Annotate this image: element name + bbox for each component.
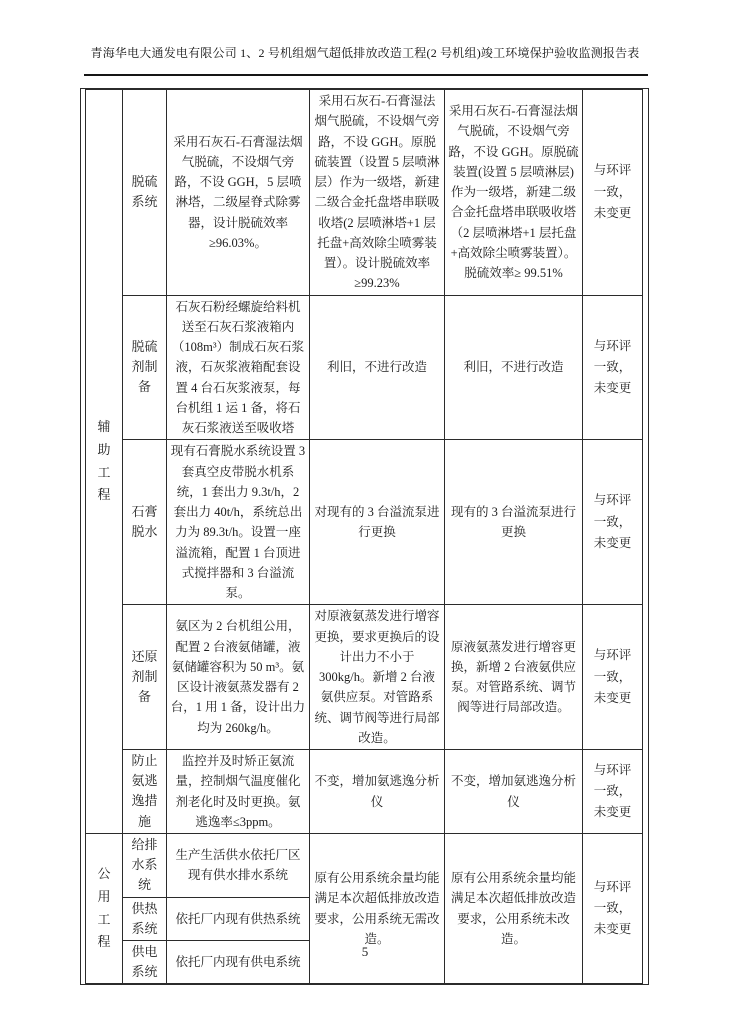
conclusion-label: 与环评一致，未变更 <box>593 648 632 705</box>
category-label: 辅助工程 <box>97 419 111 503</box>
design-content-cell: 依托厂内现有供电系统 <box>167 940 310 983</box>
conclusion-label: 与环评一致，未变更 <box>593 493 632 550</box>
header-rule <box>84 74 648 76</box>
eia-change-cell: 对现有的 3 台溢流泵进行更换 <box>310 440 445 605</box>
conclusion-label: 与环评一致，未变更 <box>593 163 632 220</box>
item-label: 脱硫剂制备 <box>131 339 158 395</box>
item-cell <box>123 750 167 834</box>
design-content-cell: 现有石膏脱水系统设置 3 套真空皮带脱水机系统，1 套出力 9.3t/h，2 套出力 40t/h，系统总出力为 89.3t/h。设置一座溢流箱，配置 1 台顶进式搅拌器和 3 台溢流泵。 <box>167 440 310 605</box>
design-content-cell: 采用石灰石-石膏湿法烟气脱硫，不设烟气旁路，不设 GGH，5 层喷淋塔，二级屋脊式除雾器，设计脱硫效率≥96.03%。 <box>167 90 310 296</box>
actual-change-cell: 原有公用系统余量均能满足本次超低排放改造要求，公用系统未改造。 <box>445 834 583 984</box>
table-row <box>86 295 643 440</box>
item-cell <box>123 897 167 940</box>
table-row <box>86 440 643 605</box>
conclusion-cell <box>583 90 643 296</box>
conclusion-cell <box>583 750 643 834</box>
item-cell <box>123 605 167 750</box>
item-label: 给排水系统 <box>131 837 158 893</box>
table-row <box>86 605 643 750</box>
conclusion-label: 与环评一致，未变更 <box>593 762 632 820</box>
report-table-wrapper <box>80 88 649 985</box>
table-row <box>86 90 643 296</box>
item-label: 供热系统 <box>131 900 158 936</box>
conclusion-cell <box>583 440 643 605</box>
design-content-cell: 生产生活供水依托厂区现有供水排水系统 <box>167 834 310 898</box>
item-label: 脱硫系统 <box>131 174 158 210</box>
eia-change-cell: 原有公用系统余量均能满足本次超低排放改造要求，公用系统无需改造。 <box>310 834 445 984</box>
item-cell <box>123 834 167 898</box>
design-content-cell: 石灰石粉经螺旋给料机送至石灰石浆液箱内（108m³）制成石灰石浆液，石灰浆液箱配套设置 4 台石灰浆液泵，每台机组 1 运 1 备，将石灰石浆液送至吸收塔 <box>167 295 310 440</box>
conclusion-label: 与环评一致，未变更 <box>593 879 632 937</box>
table-row <box>86 750 643 834</box>
conclusion-cell <box>583 605 643 750</box>
category-cell-auxiliary <box>86 90 123 834</box>
design-content-cell: 依托厂内现有供热系统 <box>167 897 310 940</box>
item-label: 石膏脱水 <box>131 504 158 540</box>
document-title: 青海华电大通发电有限公司 1、2 号机组烟气超低排放改造工程(2 号机组)竣工环境保护验收监测报告表 <box>90 46 640 60</box>
eia-change-cell: 不变，增加氨逃逸分析仪 <box>310 750 445 834</box>
item-label: 防止氨逃逸措施 <box>131 753 158 829</box>
eia-change-cell: 对原液氨蒸发进行增容更换，要求更换后的设计出力不小于 300kg/h。新增 2 台液氨供应泵。对管路系统、调节阀等进行局部改造。 <box>310 605 445 750</box>
item-label: 还原剂制备 <box>131 648 158 705</box>
design-content-cell: 监控并及时矫正氨流量，控制烟气温度催化剂老化时及时更换。氨逃逸率≤3ppm。 <box>167 750 310 834</box>
actual-change-cell: 原液氨蒸发进行增容更换，新增 2 台液氨供应泵。对管路系统、调节阀等进行局部改造。 <box>445 605 583 750</box>
category-label: 公用工程 <box>97 866 111 950</box>
item-cell <box>123 295 167 440</box>
item-cell <box>123 90 167 296</box>
eia-change-cell: 采用石灰石-石膏湿法烟气脱硫，不设烟气旁路，不设 GGH。原脱硫装置（设置 5 层喷淋层）作为一级塔，新建二级合金托盘塔串联吸收塔(2 层喷淋塔+1 层托盘+高效除尘喷雾装置）。设计脱硫效率≥99.23% <box>310 90 445 296</box>
category-cell-public <box>86 834 123 984</box>
eia-change-cell: 利旧，不进行改造 <box>310 295 445 440</box>
item-label: 供电系统 <box>131 943 158 980</box>
actual-change-cell: 采用石灰石-石膏湿法烟气脱硫，不设烟气旁路，不设 GGH。原脱硫装置(设置 5 层喷淋层)作为一级塔，新建二级合金托盘塔串联吸收塔（2 层喷淋塔+1 层托盘+高效除尘喷雾装置）。脱硫效率≥ 99.51% <box>445 90 583 296</box>
conclusion-cell <box>583 295 643 440</box>
item-cell <box>123 440 167 605</box>
report-table <box>85 89 643 984</box>
conclusion-label: 与环评一致，未变更 <box>593 338 632 395</box>
page-number: 5 <box>361 944 369 959</box>
actual-change-cell: 不变，增加氨逃逸分析仪 <box>445 750 583 834</box>
actual-change-cell: 利旧，不进行改造 <box>445 295 583 440</box>
actual-change-cell: 现有的 3 台溢流泵进行更换 <box>445 440 583 605</box>
conclusion-cell <box>583 834 643 984</box>
table-row <box>86 834 643 898</box>
design-content-cell: 氨区为 2 台机组公用，配置 2 台液氨储罐，液氨储罐容积为 50 m³。氨区设计液氨蒸发器有 2 台，1 用 1 备，设计出力均为 260kg/h。 <box>167 605 310 750</box>
